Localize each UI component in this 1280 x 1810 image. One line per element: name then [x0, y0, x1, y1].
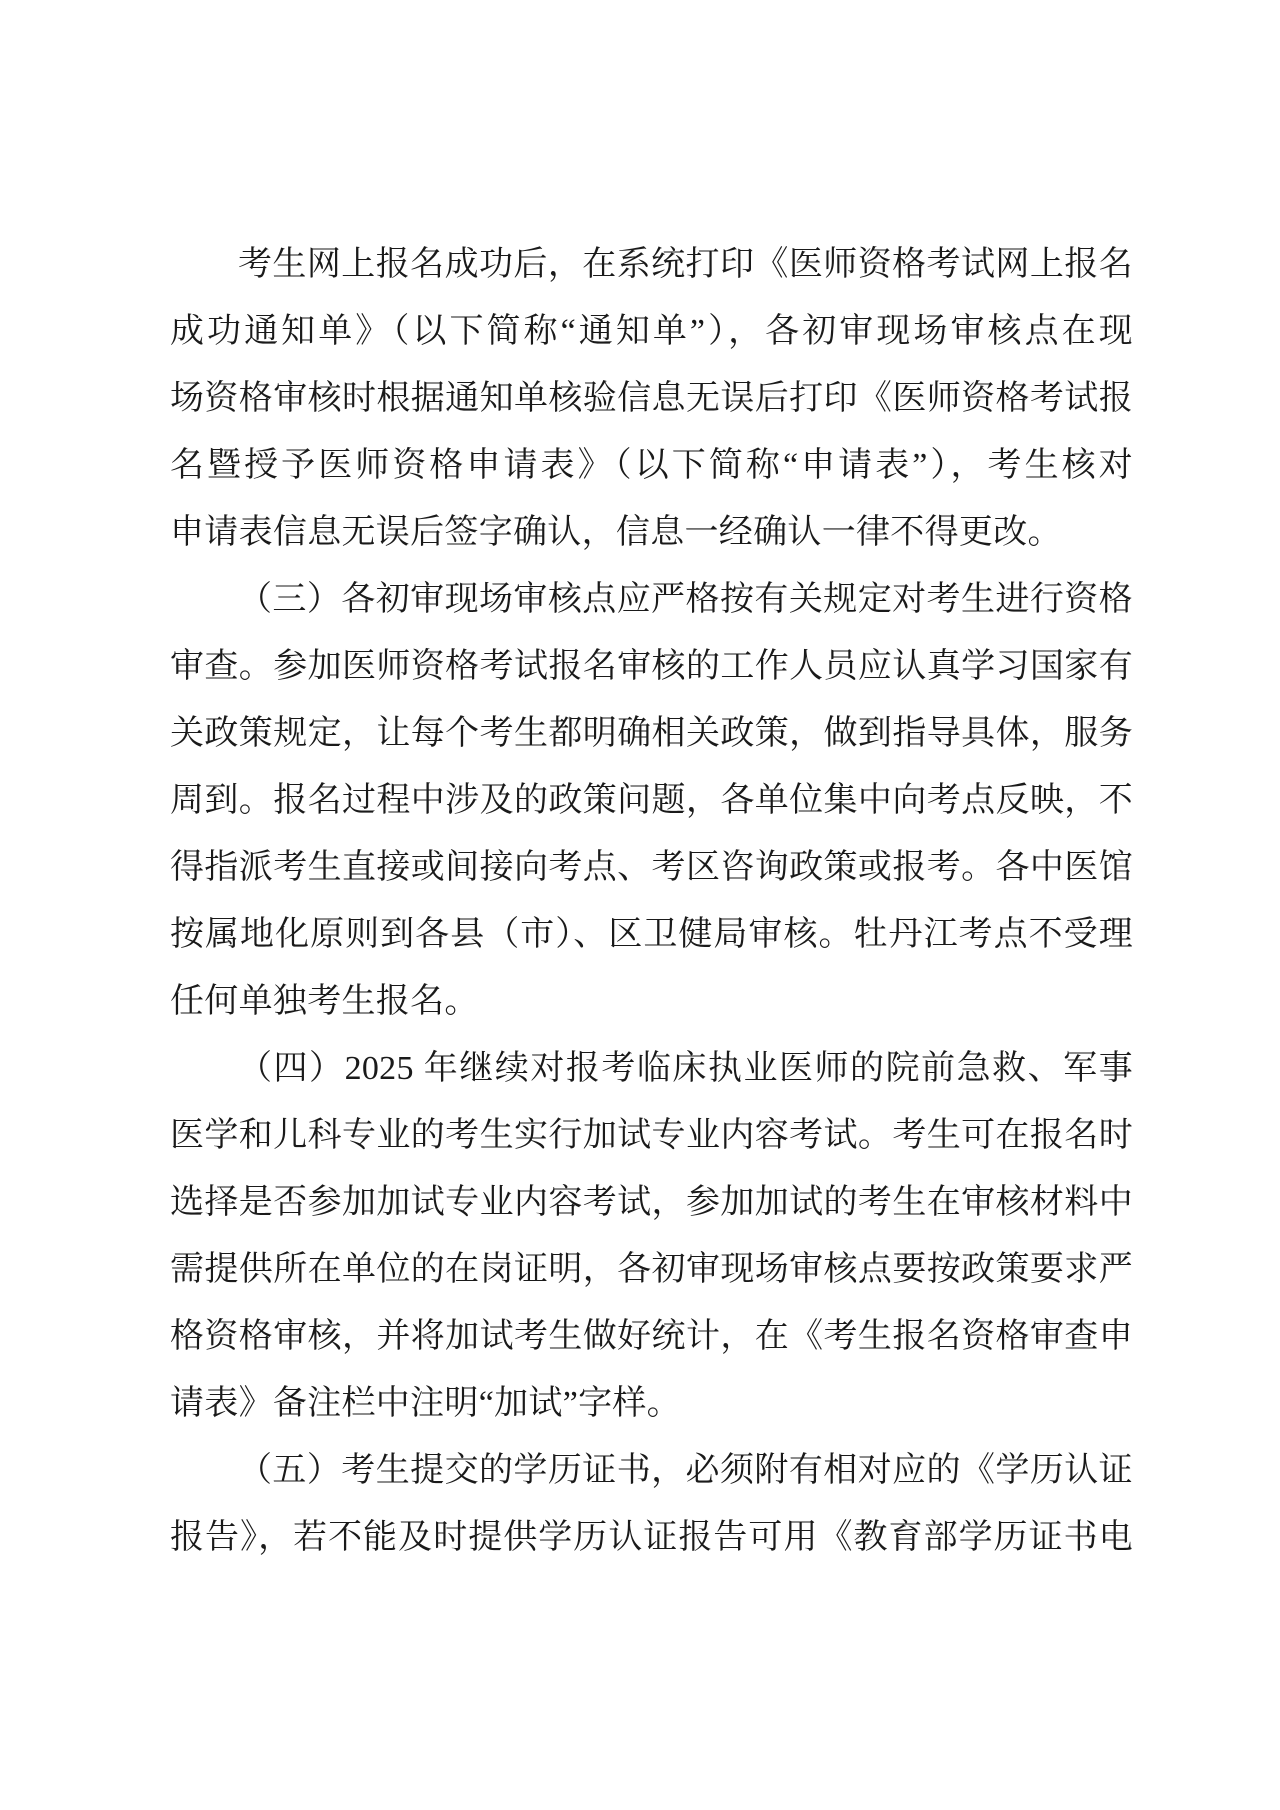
text-line: 场资格审核时根据通知单核验信息无误后打印《医师资格考试报 — [170, 380, 1133, 417]
text-line: 关政策规定，让每个考生都明确相关政策，做到指导具体，服务 — [170, 715, 1133, 752]
text-line: 任何单独考生报名。 — [170, 983, 479, 1020]
text-line: 报告》，若不能及时提供学历认证报告可用《教育部学历证书电 — [170, 1519, 1133, 1556]
text-line: 格资格审核，并将加试考生做好统计，在《考生报名资格审查申 — [170, 1318, 1133, 1355]
text-line: 考生网上报名成功后，在系统打印《医师资格考试网上报名 — [238, 246, 1133, 283]
text-line: 名暨授予医师资格申请表》（以下简称“申请表”），考生核对 — [170, 447, 1133, 484]
text-line: 周到。报名过程中涉及的政策问题，各单位集中向考点反映，不 — [170, 782, 1133, 819]
text-line: 申请表信息无误后签字确认，信息一经确认一律不得更改。 — [170, 514, 1062, 551]
text-line: 医学和儿科专业的考生实行加试专业内容考试。考生可在报名时 — [170, 1117, 1133, 1154]
text-line: 需提供所在单位的在岗证明，各初审现场审核点要按政策要求严 — [170, 1251, 1133, 1288]
text-line: 成功通知单》（以下简称“通知单”），各初审现场审核点在现 — [170, 313, 1133, 350]
text-line: （四）2025 年继续对报考临床执业医师的院前急救、军事 — [238, 1050, 1133, 1087]
text-line: 按属地化原则到各县（市）、区卫健局审核。牡丹江考点不受理 — [170, 916, 1133, 953]
text-line: 审查。参加医师资格考试报名审核的工作人员应认真学习国家有 — [170, 648, 1133, 685]
text-line: 请表》备注栏中注明“加试”字样。 — [170, 1385, 681, 1422]
text-line: 选择是否参加加试专业内容考试，参加加试的考生在审核材料中 — [170, 1184, 1133, 1221]
text-line: （三）各初审现场审核点应严格按有关规定对考生进行资格 — [238, 581, 1133, 618]
text-block — [170, 231, 1133, 1571]
text-line: 得指派考生直接或间接向考点、考区咨询政策或报考。各中医馆 — [170, 849, 1133, 886]
text-line: （五）考生提交的学历证书，必须附有相对应的《学历认证 — [238, 1452, 1133, 1489]
